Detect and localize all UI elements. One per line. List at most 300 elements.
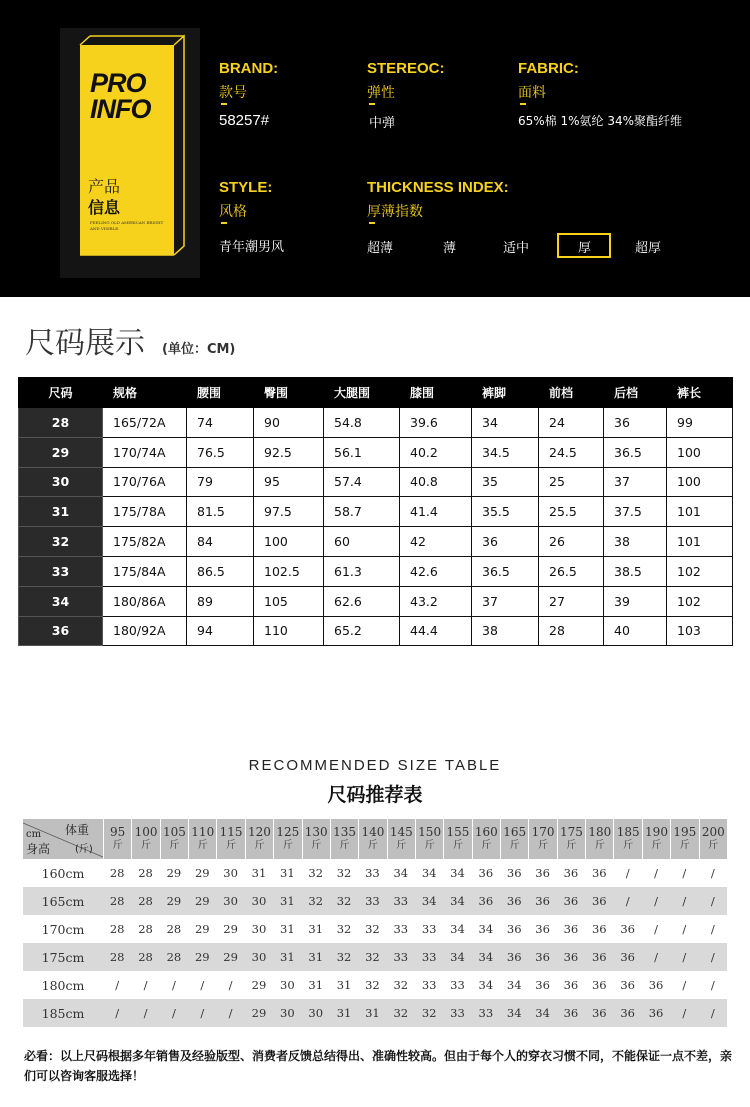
recommended-cell: 36: [563, 866, 579, 880]
weight-unit: 斤: [311, 840, 322, 851]
recommended-cell: 32: [415, 999, 443, 1027]
card-cn-line2: 信息: [88, 198, 121, 217]
size-table-row: [19, 616, 733, 646]
recommended-cell: 29: [223, 922, 238, 936]
recommended-cell: 33: [421, 922, 437, 936]
weight-value: 125: [276, 825, 300, 839]
recommended-cell: 34: [415, 887, 443, 915]
size-table-cell: 102.5: [254, 556, 324, 586]
weight-value: 135: [333, 825, 356, 839]
weight-value: 130: [304, 825, 328, 839]
thickness-option-ultra-thin: 超薄: [367, 241, 394, 256]
recommended-row: [23, 915, 727, 943]
weight-unit: 斤: [396, 840, 407, 851]
size-table-cell: 56.1: [324, 437, 400, 467]
recommended-cell: 32: [330, 943, 358, 971]
recommended-cell: 36: [563, 922, 579, 936]
recommended-cell: 28: [109, 922, 125, 936]
recommended-cell: 31: [336, 978, 352, 992]
thickness-dash: [369, 222, 375, 224]
weight-unit: 斤: [339, 840, 350, 851]
recommended-weight-header: [273, 819, 301, 859]
size-table-cell: 175/78A: [103, 497, 187, 527]
recommended-cell: 36: [506, 866, 522, 880]
recommended-cell: 36: [591, 978, 607, 992]
size-table-cell: 37: [604, 467, 667, 497]
recommended-cell: 36: [642, 999, 670, 1027]
size-table-cell: 74: [187, 408, 254, 438]
size-section-title: 尺码展示: [25, 326, 145, 361]
weight-value: 180: [588, 825, 612, 839]
weight-value: 95: [110, 825, 126, 839]
recommended-cell: 33: [415, 943, 443, 971]
recommended-weight-header: [670, 819, 698, 859]
recommended-cell: /: [670, 887, 698, 915]
recommended-cell: 36: [620, 922, 635, 936]
recommended-cell: 28: [166, 922, 182, 936]
weight-unit: 斤: [282, 840, 293, 851]
size-table-cell: 101: [667, 527, 733, 557]
size-table-row: [19, 497, 733, 527]
recommended-row: [23, 943, 727, 971]
size-table-row: [19, 437, 733, 467]
recommended-cell: /: [699, 887, 727, 915]
size-table-cell: 102: [667, 586, 733, 616]
weight-value: 115: [219, 825, 243, 839]
recommended-cell: /: [642, 943, 670, 971]
recommended-cell: 34: [450, 922, 465, 936]
size-table-row-size: 31: [19, 497, 103, 527]
recommended-cell: /: [103, 999, 131, 1027]
thickness-option-thin: 薄: [443, 241, 457, 256]
size-table-cell: 36: [604, 408, 667, 438]
weight-unit: 斤: [594, 840, 605, 851]
weight-value: 110: [191, 825, 215, 839]
size-table-header-cell: 腰围: [187, 378, 254, 408]
brand-dash: [221, 103, 227, 105]
recommended-cell: /: [710, 866, 715, 880]
corner-jin-label: (斤): [75, 844, 93, 855]
weight-unit: 斤: [481, 840, 492, 851]
recommended-title-cn: 尺码推荐表: [327, 784, 423, 806]
size-table-row-size: 30: [19, 467, 103, 497]
weight-value: 200: [701, 825, 725, 839]
size-table-row-size: 34: [19, 586, 103, 616]
size-table-cell: 165/72A: [103, 408, 187, 438]
recommended-cell: /: [699, 999, 727, 1027]
recommended-cell: /: [625, 866, 630, 880]
size-table-cell: 57.4: [324, 467, 400, 497]
recommended-cell: 28: [138, 922, 153, 936]
recommended-cell: /: [228, 978, 233, 992]
recommended-cell: /: [613, 887, 641, 915]
recommended-cell: 32: [302, 887, 330, 915]
recommended-cell: 28: [160, 943, 188, 971]
size-table-cell: 42.6: [400, 556, 472, 586]
thickness-option-thick: 厚: [578, 241, 592, 256]
recommended-cell: 30: [245, 887, 273, 915]
weight-unit: 斤: [254, 840, 265, 851]
size-table-row-size: 33: [19, 556, 103, 586]
size-table-cell: 34: [472, 408, 539, 438]
fabric-dash: [520, 103, 526, 105]
recommended-cell: /: [131, 999, 159, 1027]
size-table-row: [19, 556, 733, 586]
recommended-cell: 33: [358, 887, 386, 915]
recommended-cell: 34: [421, 866, 437, 880]
recommended-cell: /: [699, 943, 727, 971]
thickness-label-en: THICKNESS INDEX:: [367, 179, 509, 196]
fabric-value: 65%棉 1%氨纶 34%聚酯纤维: [518, 114, 683, 128]
recommended-cell: 36: [613, 999, 641, 1027]
recommended-cell: /: [682, 866, 687, 880]
recommended-cell: 34: [528, 999, 556, 1027]
recommended-cell: 32: [387, 999, 415, 1027]
recommended-cell: 29: [245, 999, 273, 1027]
recommended-cell: /: [710, 922, 715, 936]
recommended-weight-header: [387, 819, 415, 859]
weight-unit: 斤: [112, 840, 123, 851]
size-table-cell: 103: [667, 616, 733, 646]
recommended-header-row: [23, 819, 727, 859]
size-table-cell: 34.5: [472, 437, 539, 467]
recommended-cell: 32: [336, 866, 352, 880]
recommended-cell: 30: [280, 978, 295, 992]
card-cn-line1: 产品: [88, 177, 121, 196]
recommended-cell: 31: [330, 999, 358, 1027]
recommended-cell: 34: [478, 978, 494, 992]
size-table-cell: 40.8: [400, 467, 472, 497]
product-info-card: [60, 28, 200, 278]
size-table-row: [19, 586, 733, 616]
recommended-cell: 30: [302, 999, 330, 1027]
recommended-cell: 28: [131, 887, 159, 915]
style-dash: [221, 222, 227, 224]
recommended-cell: /: [642, 887, 670, 915]
recommended-cell: 33: [387, 943, 415, 971]
size-table-cell: 99: [667, 408, 733, 438]
size-table-cell: 89: [187, 586, 254, 616]
recommended-cell: 31: [358, 999, 386, 1027]
recommended-weight-header: [302, 819, 330, 859]
weight-unit: 斤: [226, 840, 237, 851]
size-section-unit: (单位：CM): [162, 342, 236, 357]
weight-value: 160: [474, 825, 498, 839]
card-small-text: FEELING OLD AMERICAN BRIGHT AND VISIBLE.: [90, 220, 164, 231]
size-table-cell: 25: [539, 467, 604, 497]
recommended-cell: 30: [251, 922, 267, 936]
recommended-cell: 31: [308, 922, 324, 936]
size-table-row: [19, 467, 733, 497]
weight-value: 170: [531, 825, 555, 839]
recommended-cell: 34: [443, 943, 471, 971]
recommended-cell: 33: [472, 999, 500, 1027]
recommended-cell: 36: [585, 943, 613, 971]
recommended-cell: 30: [223, 866, 238, 880]
recommended-row: [23, 999, 727, 1027]
size-table-cell: 28: [539, 616, 604, 646]
weight-value: 145: [389, 825, 413, 839]
weight-unit: 斤: [367, 840, 378, 851]
recommended-weight-header: [528, 819, 556, 859]
size-table-cell: 105: [254, 586, 324, 616]
size-table-cell: 170/74A: [103, 437, 187, 467]
brand-label-cn: 款号: [219, 85, 247, 101]
style-value: 青年潮男风: [219, 240, 285, 255]
weight-unit: 斤: [452, 840, 463, 851]
thickness-option-ultra-thick: 超厚: [635, 241, 662, 256]
size-table-cell: 180/92A: [103, 616, 187, 646]
size-table-cell: 61.3: [324, 556, 400, 586]
size-table-header-cell: 前档: [539, 378, 604, 408]
weight-unit: 斤: [169, 840, 180, 851]
recommended-weight-header: [443, 819, 471, 859]
size-table-cell: 79: [187, 467, 254, 497]
card-title-line2: INFO: [90, 94, 151, 124]
recommended-cell: 31: [280, 922, 295, 936]
recommended-cell: 32: [330, 887, 358, 915]
size-table-cell: 38: [472, 616, 539, 646]
recommended-cell: /: [115, 978, 120, 992]
recommended-cell: 34: [450, 866, 465, 880]
recommended-cell: 36: [535, 866, 550, 880]
fabric-label-cn: 面料: [518, 85, 546, 101]
recommended-cell: 36: [585, 887, 613, 915]
recommended-cell: 28: [103, 887, 131, 915]
recommended-cell: /: [682, 922, 687, 936]
size-table-row-size: 32: [19, 527, 103, 557]
weight-value: 155: [446, 825, 470, 839]
size-table-header-cell: 后档: [604, 378, 667, 408]
brand-label-en: BRAND:: [219, 60, 279, 77]
weight-value: 190: [645, 825, 668, 839]
size-table-cell: 38.5: [604, 556, 667, 586]
size-table-cell: 35.5: [472, 497, 539, 527]
recommended-cell: 33: [443, 999, 471, 1027]
size-table-cell: 84: [187, 527, 254, 557]
size-table-cell: 110: [254, 616, 324, 646]
recommended-cell: 30: [245, 943, 273, 971]
size-table-cell: 24.5: [539, 437, 604, 467]
recommended-cell: /: [654, 866, 658, 880]
recommended-cell: 34: [506, 978, 522, 992]
recommended-cell: 32: [365, 922, 380, 936]
recommended-cell: /: [654, 922, 658, 936]
recommended-weight-header: [358, 819, 386, 859]
size-table-cell: 100: [667, 467, 733, 497]
recommended-weight-header: [103, 819, 131, 859]
weight-unit: 斤: [538, 840, 549, 851]
recommended-cell: 34: [500, 999, 528, 1027]
product-info-header: [0, 0, 750, 297]
size-table-cell: 94: [187, 616, 254, 646]
corner-cm-label: cm: [26, 829, 42, 840]
recommended-cell: 34: [472, 943, 500, 971]
weight-unit: 斤: [566, 840, 577, 851]
recommended-cell: 31: [302, 943, 330, 971]
recommended-cell: 33: [393, 922, 409, 936]
size-table-cell: 42: [400, 527, 472, 557]
size-table-cell: 39: [604, 586, 667, 616]
recommended-row-height: 175cm: [23, 943, 103, 971]
size-table-header-cell: 膝围: [400, 378, 472, 408]
size-table-row-size: 28: [19, 408, 103, 438]
size-table-cell: 100: [254, 527, 324, 557]
recommended-cell: 36: [478, 866, 494, 880]
recommended-cell: /: [188, 999, 216, 1027]
recommended-cell: 33: [387, 887, 415, 915]
recommended-title-en: RECOMMENDED SIZE TABLE: [248, 757, 502, 774]
recommended-cell: 36: [557, 887, 585, 915]
weight-unit: 斤: [708, 840, 719, 851]
size-table-cell: 41.4: [400, 497, 472, 527]
recommended-cell: 31: [308, 978, 324, 992]
recommended-cell: 33: [450, 978, 465, 992]
recommended-weight-header: [699, 819, 727, 859]
recommended-weight-header: [160, 819, 188, 859]
thickness-label-cn: 厚薄指数: [367, 204, 423, 220]
recommended-cell: /: [171, 978, 176, 992]
weight-value: 185: [616, 825, 640, 839]
recommended-cell: 36: [648, 978, 664, 992]
weight-value: 120: [248, 825, 271, 839]
recommended-cell: /: [710, 978, 715, 992]
recommended-cell: 33: [421, 978, 437, 992]
size-table-cell: 102: [667, 556, 733, 586]
recommended-weight-header: [245, 819, 273, 859]
size-table-cell: 65.2: [324, 616, 400, 646]
size-table-cell: 27: [539, 586, 604, 616]
weight-unit: 斤: [141, 840, 152, 851]
recommended-weight-header: [216, 819, 244, 859]
size-table-cell: 180/86A: [103, 586, 187, 616]
recommended-cell: 36: [591, 866, 607, 880]
recommended-cell: /: [160, 999, 188, 1027]
recommended-weight-header: [415, 819, 443, 859]
stereoc-label-cn: 弹性: [367, 85, 395, 101]
size-table-cell: 90: [254, 408, 324, 438]
size-table-cell: 81.5: [187, 497, 254, 527]
recommended-cell: 36: [528, 943, 556, 971]
weight-unit: 斤: [424, 840, 435, 851]
card-title-line1: PRO: [90, 68, 146, 98]
weight-value: 100: [134, 825, 158, 839]
size-table-row-size: 29: [19, 437, 103, 467]
recommended-weight-header: [613, 819, 641, 859]
weight-unit: 斤: [623, 840, 634, 851]
recommended-size-table: [23, 819, 727, 1027]
recommended-cell: 29: [251, 978, 267, 992]
recommended-cell: 28: [131, 943, 159, 971]
recommended-cell: 36: [585, 999, 613, 1027]
size-table-header-row: [19, 378, 733, 408]
recommended-cell: 30: [216, 887, 244, 915]
recommended-cell: 29: [166, 866, 182, 880]
recommended-weight-header: [557, 819, 585, 859]
recommended-cell: 36: [535, 978, 550, 992]
size-table-header-cell: 臀围: [254, 378, 324, 408]
weight-unit: 斤: [197, 840, 208, 851]
recommended-row: [23, 859, 727, 887]
recommended-cell: 29: [188, 943, 216, 971]
size-table-cell: 39.6: [400, 408, 472, 438]
size-table-cell: 95: [254, 467, 324, 497]
recommended-cell: 36: [563, 978, 579, 992]
corner-weight-label: 体重: [65, 823, 90, 837]
size-table-cell: 36.5: [472, 556, 539, 586]
size-table-cell: 35: [472, 467, 539, 497]
weight-unit: 斤: [509, 840, 520, 851]
recommended-cell: 33: [365, 866, 380, 880]
recommended-row-height: 170cm: [41, 921, 85, 937]
size-table-cell: 37.5: [604, 497, 667, 527]
stereoc-value: 中弹: [369, 116, 396, 131]
thickness-option-medium: 适中: [503, 241, 530, 256]
size-table-cell: 44.4: [400, 616, 472, 646]
recommended-cell: 34: [443, 887, 471, 915]
style-label-cn: 风格: [219, 204, 247, 220]
size-table-cell: 25.5: [539, 497, 604, 527]
recommended-cell: 31: [251, 866, 267, 880]
recommended-weight-header: [472, 819, 500, 859]
size-table-cell: 60: [324, 527, 400, 557]
corner-height-label: 身高: [26, 842, 51, 856]
size-table-cell: 26: [539, 527, 604, 557]
recommended-cell: 32: [358, 943, 386, 971]
weight-value: 175: [559, 825, 583, 839]
size-table: [18, 377, 733, 646]
size-table-header-cell: 尺码: [19, 378, 103, 408]
size-table-cell: 38: [604, 527, 667, 557]
recommended-cell: 29: [194, 922, 210, 936]
size-table-cell: 92.5: [254, 437, 324, 467]
recommended-weight-header: [330, 819, 358, 859]
recommended-cell: 32: [365, 978, 380, 992]
recommended-cell: /: [670, 999, 698, 1027]
recommended-cell: 36: [557, 999, 585, 1027]
size-table-cell: 97.5: [254, 497, 324, 527]
size-table-cell: 86.5: [187, 556, 254, 586]
recommended-cell: 32: [393, 978, 409, 992]
recommended-cell: 36: [528, 887, 556, 915]
size-table-cell: 37: [472, 586, 539, 616]
recommended-cell: 34: [478, 922, 494, 936]
fabric-label-en: FABRIC:: [518, 60, 579, 77]
size-table-cell: 175/82A: [103, 527, 187, 557]
size-table-cell: 54.8: [324, 408, 400, 438]
size-table-cell: 43.2: [400, 586, 472, 616]
size-table-header-cell: 规格: [103, 378, 187, 408]
size-table-cell: 76.5: [187, 437, 254, 467]
recommended-row-height: 165cm: [23, 887, 103, 915]
size-table-cell: 40.2: [400, 437, 472, 467]
recommended-cell: 36: [591, 922, 607, 936]
recommended-row-height: 185cm: [23, 999, 103, 1027]
weight-value: 150: [418, 825, 442, 839]
recommended-row: [23, 887, 727, 915]
recommended-cell: 36: [506, 922, 522, 936]
recommended-cell: 28: [103, 943, 131, 971]
recommended-cell: 30: [273, 999, 301, 1027]
size-table-row-size: 36: [19, 616, 103, 646]
size-table-cell: 62.6: [324, 586, 400, 616]
recommended-weight-header: [188, 819, 216, 859]
recommended-cell: 36: [500, 887, 528, 915]
recommended-weight-header: [642, 819, 670, 859]
size-table-cell: 58.7: [324, 497, 400, 527]
recommended-cell: /: [200, 978, 205, 992]
weight-value: 195: [673, 825, 697, 839]
